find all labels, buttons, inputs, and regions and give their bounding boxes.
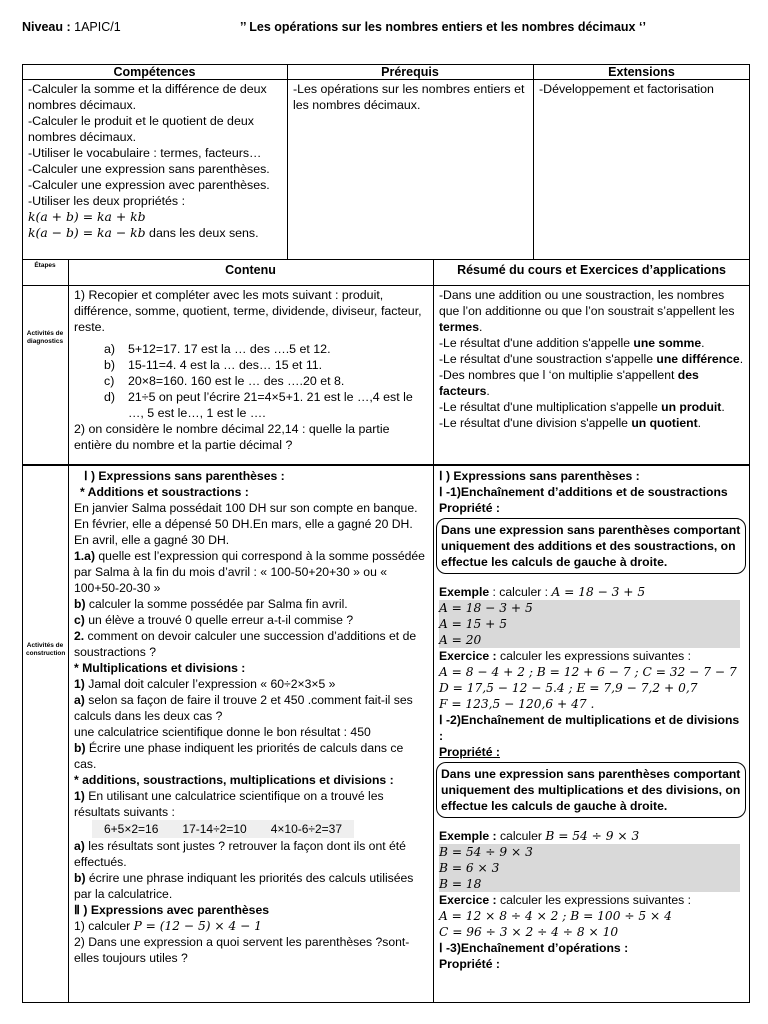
- resume-bold: un produit: [661, 400, 722, 414]
- formula: A = 18 − 3 + 5: [551, 585, 646, 599]
- exercise-text: calculer les expressions suivantes :: [496, 893, 692, 907]
- formula: F = 123,5 − 120,6 + 47 .: [439, 697, 595, 711]
- question-text: les résultats sont justes ? retrouver la façon dont ils ont été effectués.: [74, 839, 406, 869]
- question-text: selon sa façon de faire il trouve 2 et 450 .comment fait-il ses calculs dans les deux cas ?: [74, 693, 413, 723]
- question-text: écrire une phrase indiquant les priorités des calculs utilisées par la calculatrice.: [74, 871, 414, 901]
- property-box: Dans une expression sans parenthèses comportant uniquement des additions et des soustractions, on effectue les calculs de gauche à droite.: [436, 518, 746, 574]
- paragraph: une calculatrice scientifique donne le bon résultat : 450: [74, 725, 371, 739]
- question-num: b): [74, 597, 86, 611]
- prerequis-cell: -Les opérations sur les nombres entiers et les nombres décimaux.: [293, 82, 525, 112]
- question-num: a): [74, 839, 85, 853]
- formula: B = 54 ÷ 9 × 3: [545, 829, 640, 843]
- result-cell: 6+5×2=16: [92, 820, 170, 838]
- exercise-line: [439, 892, 744, 908]
- question: [74, 788, 427, 820]
- question-num: 2.: [74, 629, 85, 643]
- section-heading: Ⅰ ) Expressions sans parenthèses :: [84, 469, 285, 483]
- question: 2) Dans une expression a quoi servent les parenthèses ?sont-elles toujours utiles ?: [74, 935, 410, 965]
- property-label: Propriété :: [439, 501, 500, 515]
- spacer: [439, 820, 744, 828]
- competence-item: -Calculer le produit et le quotient de deux nombres décimaux.: [28, 114, 254, 144]
- resume-text: -Le résultat d'une multiplication s'appelle: [439, 400, 662, 414]
- property-label: Propriété :: [439, 957, 500, 971]
- property-box: Dans une expression sans parenthèses comportant uniquement des multiplications et des divisions, on effectue les calculs de gauche à droite.: [436, 762, 746, 818]
- question-num: b): [74, 871, 86, 885]
- diagnostic-q2: 2) on considère le nombre décimal 22,14 : quelle la partie entière du nombre et la partie décimal ?: [74, 422, 390, 452]
- property-formula: k(a − b) = ka − kb: [28, 225, 146, 240]
- construction-content: [68, 466, 433, 1002]
- subsection-heading: * additions, soustractions, multiplications et divisions :: [74, 773, 394, 787]
- formula: B = 54 ÷ 9 × 3: [439, 845, 533, 859]
- property-suffix: dans les deux sens.: [145, 226, 259, 240]
- resume-bold: une différence: [656, 352, 740, 366]
- resume-bold: des facteurs: [439, 368, 699, 398]
- subsection-heading: Ⅰ -2)Enchaînement de multiplications et de divisions :: [439, 713, 740, 743]
- result-cell: 17-14÷2=10: [170, 820, 258, 838]
- competence-item: -Calculer une expression sans parenthèses.: [28, 162, 270, 176]
- extensions-cell: -Développement et factorisation: [539, 82, 714, 96]
- resume-header: Résumé du cours et Exercices d’applications: [457, 263, 726, 277]
- exercise-label: Exercice :: [439, 649, 497, 663]
- resume-bold: termes: [439, 320, 479, 334]
- diagnostic-content: [68, 285, 433, 464]
- spacer: [439, 576, 744, 584]
- formula: C = 96 ÷ 3 × 2 ÷ 4 ÷ 8 × 10: [439, 925, 619, 939]
- section-heading: Ⅰ ) Expressions sans parenthèses :: [439, 469, 640, 483]
- question: [74, 612, 427, 628]
- diagnostic-items: [74, 341, 427, 421]
- question-text: quelle est l’expression qui correspond à la somme possédée par Salma à la fin du mois d’avril : « 100-50+20+30 » ou « 100+50-20-30 »: [74, 549, 425, 595]
- question-num: 1): [74, 789, 85, 803]
- paragraph: En février, elle a dépensé 50 DH.En mars, elle a gagné 20 DH.: [74, 517, 413, 531]
- question-num: 1.a): [74, 549, 96, 563]
- example-steps: [439, 844, 740, 892]
- subsection-heading: * Multiplications et divisions :: [74, 661, 246, 675]
- row-label-diagnostics: Activités de diagnostics: [26, 330, 64, 345]
- question: [74, 838, 427, 870]
- list-item: [104, 357, 427, 373]
- property-label: Propriété :: [439, 745, 500, 759]
- question-text: 1) calculer: [74, 919, 134, 933]
- example-label: Exemple: [439, 585, 490, 599]
- niveau-label: Niveau :: [22, 20, 71, 34]
- example-text: calculer: [496, 829, 546, 843]
- competences-header: Compétences: [113, 65, 196, 79]
- resume-text: -Le résultat d'une soustraction s'appelle: [439, 352, 657, 366]
- exercise-line: [439, 648, 744, 664]
- resume-text: -Le résultat d'une addition s'appelle: [439, 336, 634, 350]
- list-item: [104, 341, 427, 357]
- formula: B = 18: [439, 877, 482, 891]
- exercise-text: calculer les expressions suivantes :: [496, 649, 692, 663]
- formula: D = 17,5 − 12 − 5.4 ; E = 7,9 − 7,2 + 0,7: [439, 681, 698, 695]
- resume-line: -Le résultat d'une division s'appelle un quotient.: [439, 416, 702, 430]
- exercise-label: Exercice :: [439, 893, 497, 907]
- formula: A = 8 − 4 + 2 ; B = 12 + 6 − 7 ; C = 32 − 7 − 7: [439, 665, 737, 679]
- section-heading: Ⅱ ) Expressions avec parenthèses: [74, 903, 269, 917]
- subsection-heading: * Additions et soustractions :: [80, 485, 249, 499]
- paragraph: En janvier Salma possédait 100 DH sur son compte en banque.: [74, 501, 418, 515]
- competence-item: -Calculer une expression avec parenthèses.: [28, 178, 270, 192]
- niveau-value: 1APIC/1: [74, 20, 121, 34]
- property-formula: k(a + b) = ka + kb: [28, 209, 146, 224]
- subsection-heading: Ⅰ -1)Enchaînement d’additions et de soustractions: [439, 485, 728, 499]
- question-text: comment on devoir calculer une succession d’additions et de soustractions ?: [74, 629, 417, 659]
- formula: A = 18 − 3 + 5: [439, 601, 533, 615]
- question-num: a): [74, 693, 85, 707]
- list-item: [104, 373, 427, 389]
- question: [74, 692, 427, 724]
- resume-bold: une somme: [633, 336, 702, 350]
- diagnostic-q1: 1) Recopier et compléter avec les mots suivant : produit, différence, somme, quotient, terme, dividende, diviseur, facteur, reste.: [74, 288, 422, 334]
- formula: P = (12 − 5) × 4 − 1: [133, 919, 262, 933]
- row-label-construction: Activités de construction: [26, 642, 66, 657]
- formula: A = 20: [439, 633, 482, 647]
- formula: B = 6 × 3: [439, 861, 500, 875]
- question: [74, 596, 427, 612]
- question-num: c): [74, 613, 85, 627]
- list-text: 15-11=4. 4 est la … des… 15 et 11.: [128, 358, 323, 372]
- example-line: [439, 584, 744, 600]
- resume-line: -Le résultat d'une multiplication s'appelle un produit.: [439, 400, 725, 414]
- competence-item: -Calculer la somme et la différence de deux nombres décimaux.: [28, 82, 267, 112]
- result-cell: 4×10-6÷2=37: [259, 820, 354, 838]
- paragraph: En avril, elle a gagné 30 DH.: [74, 533, 230, 547]
- question-num: 1): [74, 677, 85, 691]
- results-table: [92, 820, 354, 838]
- resume-line: -Le résultat d'une addition s'appelle une somme.: [439, 336, 705, 350]
- list-marker: c): [104, 374, 115, 388]
- question: [74, 918, 427, 934]
- question-text: Écrire une phase indiquent les priorités de calculs dans ce cas.: [74, 741, 404, 771]
- question: [74, 628, 427, 660]
- example-line: [439, 828, 744, 844]
- question: [74, 870, 427, 902]
- diagnostic-resume: [433, 285, 750, 464]
- subsection-heading: Ⅰ -3)Enchaînement d’opérations :: [439, 941, 629, 955]
- page-title: ’’ Les opérations sur les nombres entiers et les nombres décimaux ‘’: [240, 20, 646, 34]
- list-item: [104, 389, 427, 421]
- competence-item: -Utiliser le vocabulaire : termes, facteurs…: [28, 146, 262, 160]
- list-marker: b): [104, 358, 116, 372]
- competence-item: -Utiliser les deux propriétés :: [28, 194, 186, 208]
- competences-cell: [22, 79, 287, 259]
- extensions-header: Extensions: [608, 65, 675, 79]
- question-text: En utilisant une calculatrice scientifique on a trouvé les résultats suivants :: [74, 789, 384, 819]
- example-label: Exemple :: [439, 829, 497, 843]
- table-row: [92, 820, 354, 838]
- resume-line: -Le résultat d'une soustraction s'appelle une différence.: [439, 352, 744, 366]
- resume-text: -Le résultat d'une division s'appelle: [439, 416, 632, 430]
- question-text: un élève a trouvé 0 quelle erreur a-t-il commise ?: [84, 613, 354, 627]
- resume-line: -Dans une addition ou une soustraction, les nombres que l’on additionne ou que l’on soustrait s’appellent les termes.: [439, 288, 735, 334]
- list-text: 5+12=17. 17 est la … des ….5 et 12.: [128, 342, 331, 356]
- resume-text: -Dans une addition ou une soustraction, les nombres que l’on additionne ou que l’on soustrait s’appellent les: [439, 288, 735, 318]
- contenu-header: Contenu: [225, 263, 276, 277]
- list-text: 20×8=160. 160 est le … des ….20 et 8.: [128, 374, 345, 388]
- example-steps: [439, 600, 740, 648]
- property-formula-line: [28, 225, 281, 241]
- resume-text: -Des nombres que l ‘on multiplie s'appellent: [439, 368, 678, 382]
- list-marker: a): [104, 342, 116, 356]
- resume-bold: un quotient: [631, 416, 698, 430]
- construction-resume: [433, 466, 750, 1002]
- formula: A = 12 × 8 ÷ 4 × 2 ; B = 100 ÷ 5 × 4: [439, 909, 672, 923]
- etapes-header: Étapes: [34, 262, 56, 269]
- prerequis-header: Prérequis: [381, 65, 439, 79]
- question-text: Jamal doit calculer l’expression « 60÷2×3×5 »: [84, 677, 336, 691]
- list-text: 21÷5 on peut l’écrire 21=4×5+1. 21 est le …,4 est le …, 5 est le…, 1 est le ….: [128, 390, 413, 420]
- list-marker: d): [104, 390, 116, 404]
- niveau: [22, 20, 121, 34]
- example-text: : calculer :: [489, 585, 552, 599]
- question: [74, 548, 427, 596]
- question: [74, 740, 427, 772]
- resume-line: -Des nombres que l ‘on multiplie s'appellent des facteurs.: [439, 368, 699, 398]
- question-num: b): [74, 741, 86, 755]
- question-text: calculer la somme possédée par Salma fin avril.: [85, 597, 348, 611]
- question: [74, 676, 427, 692]
- formula: A = 15 + 5: [439, 617, 507, 631]
